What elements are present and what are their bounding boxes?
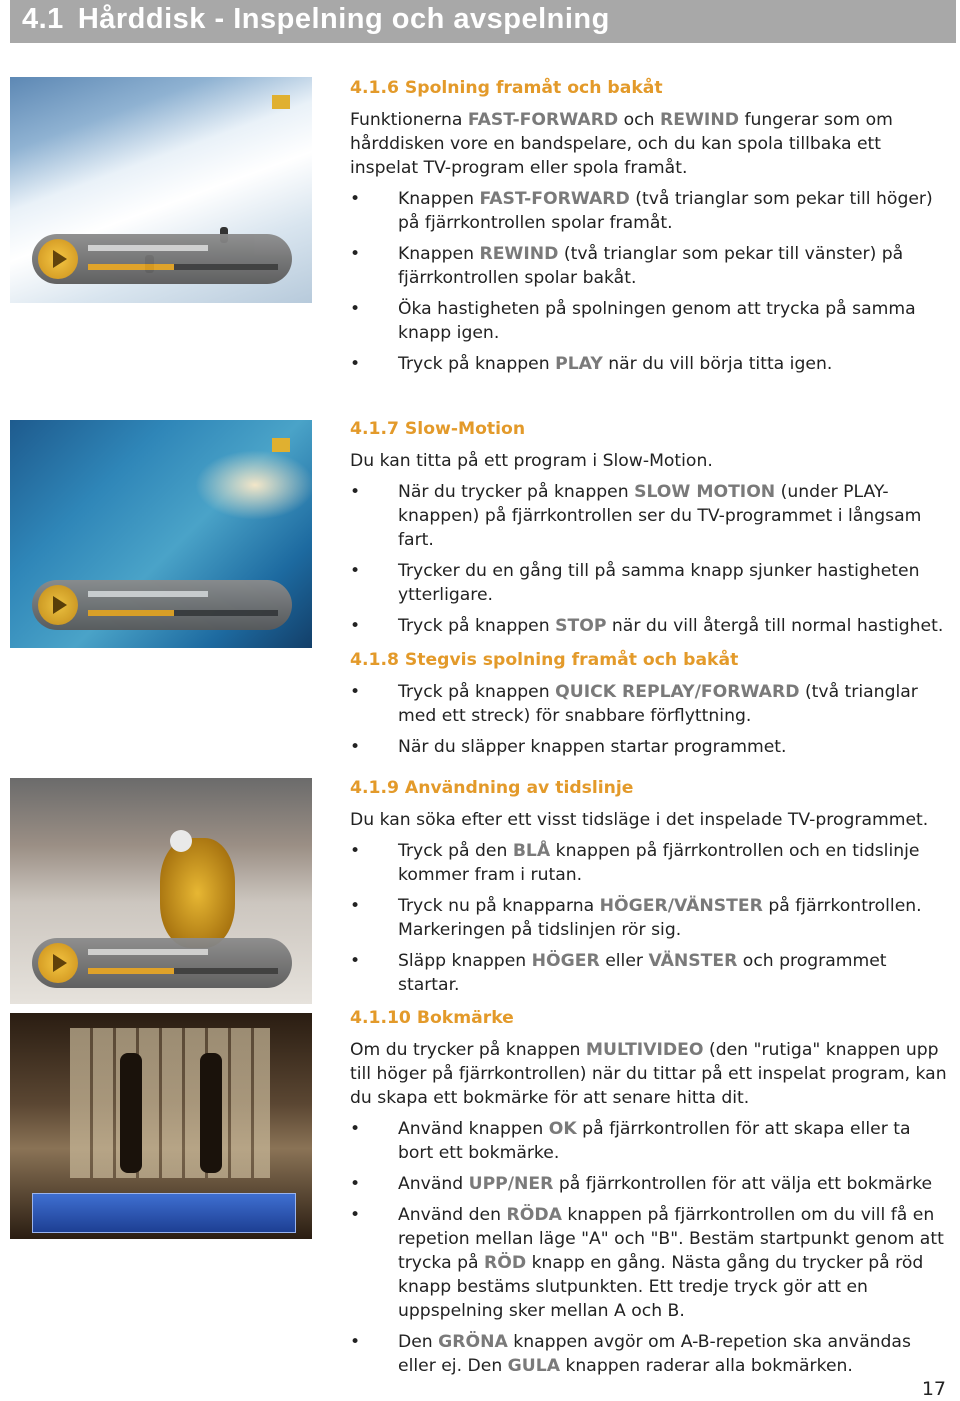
key-name: HÖGER bbox=[531, 951, 600, 971]
key-name: GULA bbox=[507, 1356, 560, 1376]
text-run: När du släpper knappen startar programmet. bbox=[398, 737, 787, 757]
ocean-slowmotion-image bbox=[10, 420, 312, 648]
bullet-item bbox=[350, 1172, 950, 1196]
key-name: FAST-FORWARD bbox=[479, 189, 630, 209]
chapter-number: 4.1 bbox=[22, 3, 64, 35]
key-name: STOP bbox=[555, 616, 607, 636]
bullet-item bbox=[350, 1203, 950, 1323]
section-bookmark bbox=[350, 1006, 950, 1385]
key-name: HÖGER/VÄNSTER bbox=[599, 896, 763, 916]
section-title: 4.1.6 Spolning framåt och bakåt bbox=[350, 78, 663, 98]
section-title: 4.1.7 Slow-Motion bbox=[350, 419, 526, 439]
section-timeline bbox=[350, 776, 950, 1004]
text-run: knapp en gång. Nästa gång du trycker på röd knapp bestäms slutpunkten. Ett tredje tryck gör att en uppspelning sker mellan A och B. bbox=[398, 1253, 924, 1321]
section-title: 4.1.10 Bokmärke bbox=[350, 1008, 514, 1028]
text-run: Knappen bbox=[398, 189, 480, 209]
text-run: Tryck på knappen bbox=[398, 354, 556, 374]
bullet-item bbox=[350, 1330, 950, 1378]
text-run: Du kan söka efter ett visst tidsläge i det inspelade TV-programmet. bbox=[350, 810, 929, 830]
text-run: (två trianglar som pekar till höger) på fjärrkontrollen spolar framåt. bbox=[398, 189, 933, 233]
text-run: Knappen bbox=[398, 244, 480, 264]
bullet-list bbox=[350, 1117, 950, 1378]
key-name: OK bbox=[548, 1119, 577, 1139]
text-run: Tryck på knappen bbox=[398, 682, 556, 702]
bullet-item bbox=[350, 242, 950, 290]
text-run: Funktionerna bbox=[350, 110, 468, 130]
bullet-list bbox=[350, 839, 950, 997]
text-run: på fjärrkontrollen för att välja ett bokmärke bbox=[553, 1174, 933, 1194]
bullet-item bbox=[350, 352, 950, 376]
text-run: på fjärrkontrollen för att skapa eller ta bort ett bokmärke. bbox=[398, 1119, 911, 1163]
bullet-list bbox=[350, 187, 950, 376]
skier-timeline-image bbox=[10, 778, 312, 1004]
text-run: (två trianglar som pekar till vänster) på fjärrkontrollen spolar bakåt. bbox=[398, 244, 904, 288]
text-run: Använd den bbox=[398, 1205, 507, 1225]
bullet-list bbox=[350, 480, 950, 638]
ski-fastforward-image bbox=[10, 77, 312, 303]
key-name: VÄNSTER bbox=[648, 951, 738, 971]
text-run: och bbox=[618, 110, 660, 130]
text-run: Använd knappen bbox=[398, 1119, 549, 1139]
text-run: Om du trycker på knappen bbox=[350, 1040, 586, 1060]
chapter-heading bbox=[22, 3, 610, 36]
key-name: SLOW MOTION bbox=[634, 482, 776, 502]
section-title: 4.1.8 Stegvis spolning framåt och bakåt bbox=[350, 650, 739, 670]
text-run: Tryck på den bbox=[398, 841, 513, 861]
text-run: på fjärrkontrollen. Markeringen på tidslinjen rör sig. bbox=[398, 896, 922, 940]
text-run: Du kan titta på ett program i Slow-Motion. bbox=[350, 451, 713, 471]
bullet-item bbox=[350, 1117, 950, 1165]
key-name: REWIND bbox=[660, 110, 739, 130]
text-run: Släpp knappen bbox=[398, 951, 532, 971]
text-run: När du trycker på knappen bbox=[398, 482, 635, 502]
chapter-title: Hårddisk - Inspelning och avspelning bbox=[77, 3, 610, 35]
key-name: UPP/NER bbox=[468, 1174, 554, 1194]
key-name: GRÖNA bbox=[438, 1332, 508, 1352]
bullet-item bbox=[350, 949, 950, 997]
key-name: REWIND bbox=[479, 244, 559, 264]
text-run: knappen avgör om A-B-repetion ska användas eller ej. Den bbox=[398, 1332, 911, 1376]
bullet-item bbox=[350, 614, 950, 638]
bullet-item bbox=[350, 480, 950, 552]
text-run: och programmet startar. bbox=[398, 951, 887, 995]
text-run: när du vill börja titta igen. bbox=[602, 354, 833, 374]
key-name: FAST-FORWARD bbox=[467, 110, 619, 130]
section-intro bbox=[350, 808, 950, 832]
text-run: när du vill återgå till normal hastighet. bbox=[606, 616, 944, 636]
text-run: knappen på fjärrkontrollen och en tidslinje kommer fram i rutan. bbox=[398, 841, 920, 885]
text-run: (två trianglar med ett streck) för snabbare förflyttning. bbox=[398, 682, 918, 726]
text-run: Trycker du en gång till på samma knapp sjunker hastigheten ytterligare. bbox=[398, 561, 920, 605]
text-run: (den "rutiga" knappen upp till höger på fjärrkontrollen) när du tittar på ett inspelat program, kan du skapa ett bokmärke för att senare hitta dit. bbox=[350, 1040, 947, 1108]
bullet-item bbox=[350, 894, 950, 942]
section-title: 4.1.9 Användning av tidslinje bbox=[350, 778, 634, 798]
bookmark-menu-image bbox=[10, 1013, 312, 1239]
text-run: Den bbox=[398, 1332, 439, 1352]
bullet-item bbox=[350, 680, 950, 728]
text-run: Använd bbox=[398, 1174, 469, 1194]
section-intro bbox=[350, 1038, 950, 1110]
key-name: BLÅ bbox=[512, 841, 551, 861]
key-name: QUICK REPLAY/FORWARD bbox=[555, 682, 800, 702]
page-header bbox=[10, 0, 956, 43]
key-name: PLAY bbox=[555, 354, 603, 374]
section-intro bbox=[350, 108, 950, 180]
key-name: RÖD bbox=[483, 1253, 527, 1273]
text-run: Öka hastigheten på spolningen genom att trycka på samma knapp igen. bbox=[398, 299, 916, 343]
bullet-item bbox=[350, 187, 950, 235]
bullet-item bbox=[350, 735, 950, 759]
key-name: MULTIVIDEO bbox=[585, 1040, 704, 1060]
bullet-item bbox=[350, 297, 950, 345]
text-run: (under PLAY-knappen) på fjärrkontrollen ser du TV-programmet i långsam fart. bbox=[398, 482, 922, 550]
text-run: Tryck på knappen bbox=[398, 616, 556, 636]
bullet-list bbox=[350, 680, 950, 759]
text-run: Tryck nu på knapparna bbox=[398, 896, 600, 916]
section-fast-forward bbox=[350, 76, 950, 383]
page-number: 17 bbox=[921, 1378, 946, 1400]
text-run: knappen på fjärrkontrollen om du vill få en repetion mellan läge "A" och "B". Bestäm startpunkt genom att trycka på bbox=[398, 1205, 944, 1273]
bullet-item bbox=[350, 559, 950, 607]
key-name: RÖDA bbox=[506, 1205, 562, 1225]
section-step-forward bbox=[350, 648, 950, 766]
text-run: eller bbox=[599, 951, 649, 971]
section-slow-motion bbox=[350, 417, 950, 645]
section-intro bbox=[350, 449, 950, 473]
text-run: fungerar som om hårddisken vore en bandspelare, och du kan spola tillbaka ett inspelat TV-program eller spola framåt. bbox=[350, 110, 893, 178]
text-run: knappen raderar alla bokmärken. bbox=[560, 1356, 853, 1376]
bullet-item bbox=[350, 839, 950, 887]
